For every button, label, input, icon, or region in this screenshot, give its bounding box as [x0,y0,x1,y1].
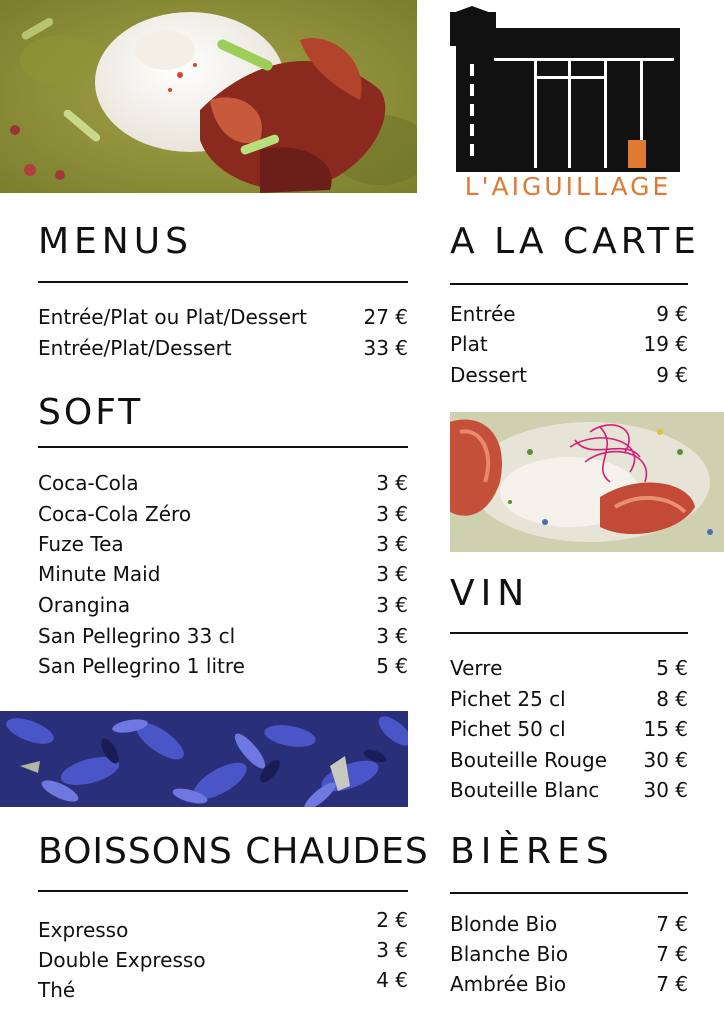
menu-item-price: 5 € [376,654,408,678]
soft-heading: SOFT [38,392,144,433]
menu-item-name: Minute Maid [38,562,161,586]
vin-divider [450,632,688,634]
salmon-dish-photo [450,412,724,552]
menu-item-row [38,938,408,972]
menu-item-row [38,624,408,648]
menu-item-price: 3 € [376,562,408,586]
menu-item-row [38,305,408,329]
menu-item-price: 15 € [643,717,688,741]
menu-item-name: Thé [38,978,76,1002]
menu-item-row [450,717,688,741]
menu-item-row [450,942,688,966]
menu-item-price: 30 € [643,748,688,772]
menu-item-price: 4 € [376,968,408,992]
menu-item-price: 8 € [656,687,688,711]
menu-item-row [450,778,688,802]
menu-item-price: 3 € [376,532,408,556]
menu-item-price: 33 € [363,336,408,360]
menu-item-row [450,687,688,711]
menu-item-row [450,332,688,356]
menu-item-price: 2 € [376,908,408,932]
menu-item-name: Pichet 50 cl [450,717,566,741]
bieres-heading: BIÈRES [450,831,615,872]
menu-item-name: Double Expresso [38,948,206,972]
menu-item-price: 3 € [376,502,408,526]
menu-item-name: Blanche Bio [450,942,569,966]
menu-item-price: 9 € [656,363,688,387]
aiguillage-logo-icon [448,4,684,172]
menu-item-price: 7 € [656,972,688,996]
menu-item-price: 9 € [656,302,688,326]
menu-item-row [38,562,408,586]
menu-item-name: San Pellegrino 33 cl [38,624,236,648]
carte-heading: A LA CARTE [450,221,700,262]
menu-item-row [38,471,408,495]
menu-item-price: 5 € [656,656,688,680]
menu-item-name: Coca-Cola [38,471,139,495]
cornflower-photo [0,711,408,807]
menu-item-price: 19 € [643,332,688,356]
menu-item-name: Expresso [38,918,129,942]
menu-item-name: Entrée/Plat ou Plat/Dessert [38,305,307,329]
menus-heading: MENUS [38,221,193,262]
menu-item-name: Bouteille Blanc [450,778,600,802]
menu-item-price: 27 € [363,305,408,329]
menu-item-row [38,593,408,617]
menu-item-row [38,532,408,556]
vin-heading: VIN [450,573,531,614]
menu-item-name: Coca-Cola Zéro [38,502,192,526]
menu-item-name: Verre [450,656,503,680]
menu-item-name: Orangina [38,593,131,617]
menu-item-price: 7 € [656,942,688,966]
menu-item-row [450,972,688,996]
menu-item-name: Entrée/Plat/Dessert [38,336,232,360]
menu-item-row [450,748,688,772]
carte-divider [450,283,688,285]
menu-item-price: 3 € [376,938,408,962]
brand-name: L'AIGUILLAGE [464,172,672,201]
menu-item-row [450,656,688,680]
menu-item-name: Pichet 25 cl [450,687,566,711]
menu-item-price: 3 € [376,471,408,495]
bieres-divider [450,892,688,894]
menu-item-row [38,968,408,1002]
menu-item-row [450,912,688,936]
menu-item-price: 3 € [376,593,408,617]
menu-item-price: 3 € [376,624,408,648]
menu-item-name: Dessert [450,363,527,387]
menu-item-price: 7 € [656,912,688,936]
menu-item-row [38,502,408,526]
menu-item-row [450,302,688,326]
chaudes-heading: BOISSONS CHAUDES [38,831,429,872]
menu-item-row [38,908,408,942]
menu-item-name: Entrée [450,302,516,326]
menu-item-price: 30 € [643,778,688,802]
egg-dish-photo [0,0,417,193]
menu-item-name: Ambrée Bio [450,972,567,996]
menu-item-name: Plat [450,332,488,356]
chaudes-divider [38,890,408,892]
menu-item-row [38,336,408,360]
menus-divider [38,281,408,283]
menu-item-row [450,363,688,387]
menu-item-name: Fuze Tea [38,532,124,556]
menu-item-row [38,654,408,678]
soft-divider [38,446,408,448]
menu-item-name: San Pellegrino 1 litre [38,654,245,678]
menu-item-name: Bouteille Rouge [450,748,608,772]
menu-item-name: Blonde Bio [450,912,558,936]
